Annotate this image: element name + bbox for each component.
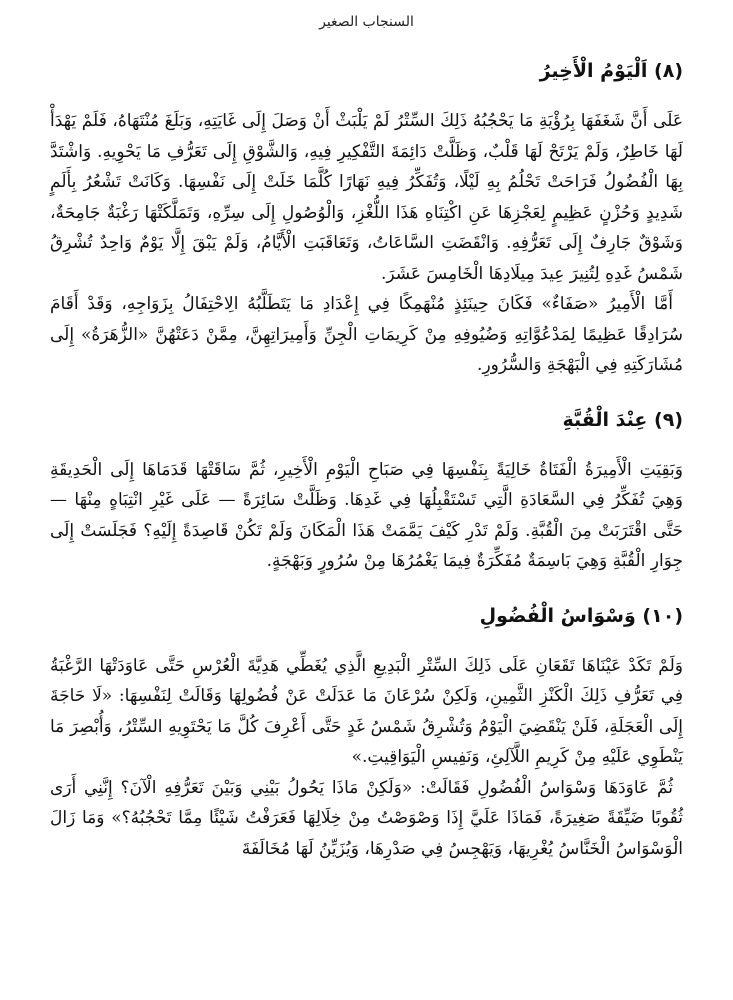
running-head: السنجاب الصغير xyxy=(319,14,414,30)
paragraph: ثُمَّ عَاوَدَهَا وَسْوَاسُ الْفُضُولِ فَقَالَتْ: «وَلَكِنْ مَاذَا يَحُولُ بَيْنِي وَبَيْنَ تَعَرُّفِهِ الْآنَ؟ إِنَّنِي أَرَى ثُقُوبًا ضَيِّقَةً صَغِيرَةً، فَمَاذَا عَلَيَّ إِذَا وَصْوَصْتُ مِنْ خِلَالِهَا فَعَرَفْتُ شَيْئًا مِمَّا تَحْجُبُهُ؟» وَمَا زَالَ الْوَسْوَاسُ الْخَنَّاسُ يُغْرِيهَا، وَيَهْجِسُ فِي صَدْرِهَا، وَيُزَيِّنُ لَهَا مُخَالَفَةَ xyxy=(50,777,683,859)
chapter-title: (١٠) وَسْوَاسُ الْفُضُولِ xyxy=(479,604,683,627)
chapter-10 xyxy=(50,601,683,865)
paragraph: عَلَى أَنَّ شَغَفَهَا بِرُؤْيَةِ مَا يَحْجُبُهُ ذَلِكَ السِّتْرُ لَمْ يَلْبَثْ أَنْ وَصَلَ إِلَى غَايَتِهِ، وَبَلَغَ مُنْتَهَاهُ، فَلَمْ يَهْدَأْ لَهَا خَاطِرٌ، وَلَمْ يَرْتَحْ لَهَا قَلْبٌ، وَظَلَّتْ دَائِمَةَ التَّفْكِيرِ فِيهِ، وَالشَّوْقِ إِلَى تَعَرُّفِ مَا يَحْوِيهِ. وَاشْتَدَّ بِهَا الْفُضُولُ فَرَاحَتْ تَحْلُمُ بِهِ لَيْلًا، وَتُفَكِّرُ فِيهِ نَهَارًا كُلَّمَا خَلَتْ إِلَى نَفْسِهَا. وَكَانَتْ تَشْعُرُ بِأَلَمٍ شَدِيدٍ وَحُزْنٍ عَظِيمٍ لِعَجْزِهَا عَنِ اكْتِنَاهِ هَذَا اللُّغْزِ، وَالْوُصُولِ إِلَى سِرِّهِ، وَتَمَلَّكَتْهَا رَغْبَةٌ جَامِحَةٌ، وَشَوْقٌ جَارِفٌ إِلَى تَعَرُّفِهِ. وَانْقَضَتِ السَّاعَاتُ، وَتَعَاقَبَتِ الْأَيَّامُ، وَلَمْ يَبْقَ إِلَّا يَوْمٌ وَاحِدٌ تُشْرِقُ شَمْسُ غَدِهِ لِتُنِيرَ عِيدَ مِيلَادِهَا الْخَامِسَ عَشَرَ. xyxy=(50,111,683,284)
paragraph: أَمَّا الْأَمِيرُ «صَفَاءٌ» فَكَانَ حِينَئِذٍ مُنْهَمِكًا فِي إِعْدَادِ مَا يَتَطَلَّبُهُ الِاحْتِفَالُ بِزَوَاجِهِ، وَقَدْ أَقَامَ سُرَادِقًا عَظِيمًا لِمَدْعُوَّاتِهِ وَضُيُوفِهِ مِنْ كَرِيمَاتِ الْجِنِّ وَأَمِيرَاتِهِنَّ، مِمَّنْ دَعَتْهُنَّ «الزُّهَرَةُ» إِلَى مُشَارَكَتِهِ فِي الْبَهْجَةِ وَالسُّرُورِ. xyxy=(50,294,683,375)
paragraph: وَلَمْ تَكَدْ عَيْنَاهَا تَقَعَانِ عَلَى ذَلِكَ السِّتْرِ الْبَدِيعِ الَّذِي يُغَطِّي هَدِيَّةَ الْعُرْسِ حَتَّى عَاوَدَتْهَا الرَّغْبَةُ فِي تَعَرُّفِ ذَلِكَ الْكَنْزِ الثَّمِينِ، وَلَكِنْ سُرْعَانَ مَا عَدَلَتْ عَنْ فُضُولِهَا وَقَالَتْ لِنَفْسِهَا: «لَا حَاجَةَ إِلَى الْعَجَلَةِ، فَلَنْ يَنْقَضِيَ الْيَوْمُ وَتُشْرِقُ شَمْسُ غَدٍ حَتَّى أَعْرِفَ كُلَّ مَا يَحْتَوِيهِ السِّتْرُ، وَأُبْصِرَ مَا يَنْطَوِي عَلَيْهِ مِنْ كَرِيمِ اللَّآلِئِ، وَنَفِيسِ الْيَوَاقِيتِ.» xyxy=(50,655,683,767)
chapter-8 xyxy=(50,56,683,381)
chapter-title: (٨) اَلْيَوْمُ الْأَخِيرُ xyxy=(539,60,683,82)
paragraph: وَبَقِيَتِ الْأَمِيرَةُ الْفَتَاةُ خَالِيَةً بِنَفْسِهَا فِي صَبَاحِ الْيَوْمِ الْأَخِيرِ، ثُمَّ سَاقَتْهَا قَدَمَاهَا إِلَى الْحَدِيقَةِ وَهِيَ تُفَكِّرُ فِي السَّعَادَةِ الَّتِي تَسْتَقْبِلُهَا فِي غَدِهَا. وَظَلَّتْ سَائِرَةً — عَلَى غَيْرِ انْتِبَاهٍ مِنْهَا — حَتَّى اقْتَرَبَتْ مِنَ الْقُبَّةِ. وَلَمْ تَدْرِ كَيْفَ يَمَّمَتْ هَذَا الْمَكَانَ وَلَمْ تَكُنْ قَاصِدَةً إِلَيْهِ؟ فَجَلَسَتْ إِلَى جِوَارِ الْقُبَّةِ وَهِيَ بَاسِمَةٌ مُفَكِّرَةٌ فِيمَا يَغْمُرُهَا مِنْ سُرُورٍ وَبَهْجَةٍ. xyxy=(50,459,684,571)
chapter-9 xyxy=(50,405,683,577)
chapter-title: (٩) عِنْدَ الْقُبَّةِ xyxy=(562,408,683,431)
